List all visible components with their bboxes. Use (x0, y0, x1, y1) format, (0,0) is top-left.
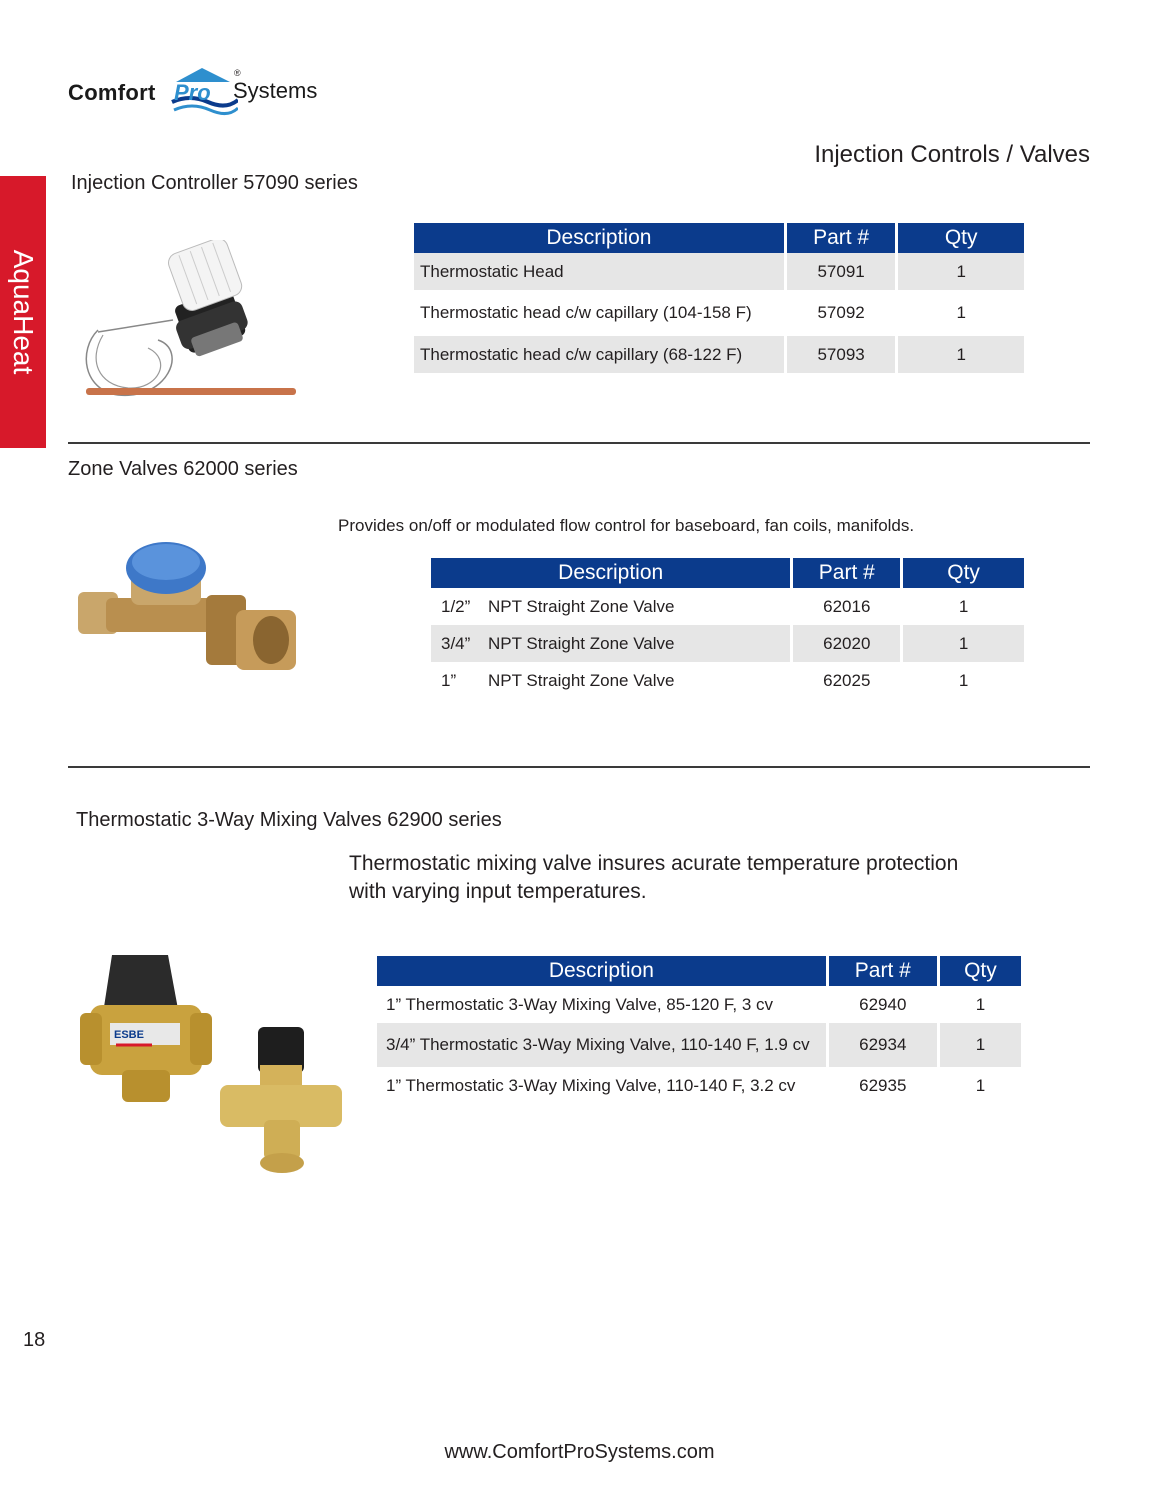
row-part: 62020 (793, 625, 900, 662)
table-row (414, 336, 1024, 373)
mixing-description-line2: with varying input temperatures. (349, 880, 647, 903)
table-header-row (377, 956, 1021, 986)
row-description (431, 625, 790, 662)
row-description: Thermostatic head c/w capillary (104-158 F) (420, 303, 752, 322)
esbe-marking: ESBE (114, 1029, 144, 1041)
row-description: 3/4” Thermostatic 3-Way Mixing Valve, 110-140 F, 1.9 cv (377, 1023, 826, 1067)
row-qty: 1 (956, 303, 966, 322)
row-qty: 1 (903, 625, 1024, 662)
header-part: Part # (793, 558, 900, 588)
table-row (431, 625, 1024, 662)
row-part: 57093 (787, 336, 896, 373)
row-part: 62934 (829, 1023, 937, 1067)
row-part: 62025 (823, 670, 871, 690)
row-qty: 1 (958, 670, 969, 690)
registered-mark: ® (234, 68, 241, 78)
row-qty: 1 (958, 596, 969, 616)
injection-section-title: Injection Controller 57090 series (71, 172, 358, 194)
row-part: 62940 (859, 994, 907, 1014)
row-size: 1” (441, 670, 457, 690)
header-qty: Qty (898, 223, 1024, 253)
header-description: Description (414, 223, 784, 253)
logo-pro: Pro (174, 80, 211, 105)
row-qty: 1 (975, 994, 986, 1014)
row-description: 1” Thermostatic 3-Way Mixing Valve, 110-140 F, 3.2 cv (386, 1075, 796, 1095)
section-divider (68, 442, 1090, 444)
mixing-parts-table (374, 956, 1024, 1104)
table-row (431, 662, 1024, 699)
table-row (414, 290, 1024, 336)
header-description: Description (431, 558, 790, 588)
thermostatic-head-image (78, 240, 303, 405)
page-number: 18 (23, 1329, 46, 1351)
header-part: Part # (829, 956, 937, 986)
zone-parts-table (428, 558, 1027, 699)
injection-parts-table (411, 223, 1027, 373)
row-qty: 1 (898, 336, 1024, 373)
row-description: Thermostatic head c/w capillary (68-122 F) (414, 336, 784, 373)
side-tab (0, 176, 46, 448)
header-qty: Qty (903, 558, 1024, 588)
page-title: Injection Controls / Valves (814, 141, 1090, 168)
zone-section-title: Zone Valves 62000 series (68, 458, 298, 480)
row-qty: 1 (940, 1023, 1021, 1067)
table-header-row (414, 223, 1024, 253)
section-divider (68, 766, 1090, 768)
table-row (414, 253, 1024, 290)
row-desc-text: NPT Straight Zone Valve (488, 596, 675, 616)
row-description (431, 588, 790, 625)
row-part: 57091 (787, 253, 896, 290)
row-description: Thermostatic Head (414, 253, 784, 290)
table-row (377, 1023, 1021, 1067)
header-part: Part # (787, 223, 896, 253)
row-part: 62016 (823, 596, 871, 616)
footer-url: www.ComfortProSystems.com (444, 1441, 715, 1463)
table-row (431, 588, 1024, 625)
logo-comfort: Comfort (68, 80, 156, 105)
table-header-row (431, 558, 1024, 588)
row-size: 1/2” (441, 596, 471, 616)
mixing-section-description (349, 850, 958, 906)
mixing-description-line1: Thermostatic mixing valve insures acurate temperature protection (349, 852, 959, 875)
zone-section-description: Provides on/off or modulated flow control for baseboard, fan coils, manifolds. (338, 516, 915, 535)
header-qty: Qty (940, 956, 1021, 986)
row-qty: 1 (898, 253, 1024, 290)
row-part: 62935 (859, 1075, 907, 1095)
side-tab-label: AquaHeat (8, 249, 39, 375)
company-logo (68, 64, 328, 124)
header-description: Description (377, 956, 826, 986)
table-row (377, 1067, 1021, 1104)
zone-valve-image (76, 540, 301, 685)
row-desc-text: NPT Straight Zone Valve (488, 670, 675, 690)
logo-systems: Systems (233, 78, 318, 103)
row-part: 57092 (817, 303, 865, 322)
row-description: 1” Thermostatic 3-Way Mixing Valve, 85-120 F, 3 cv (386, 994, 774, 1014)
mixing-valves-image (80, 945, 348, 1180)
table-row (377, 986, 1021, 1023)
row-description (431, 662, 790, 699)
row-size: 3/4” (441, 633, 471, 653)
mixing-section-title: Thermostatic 3-Way Mixing Valves 62900 series (76, 809, 502, 831)
row-desc-text: NPT Straight Zone Valve (488, 633, 675, 653)
row-qty: 1 (975, 1075, 986, 1095)
